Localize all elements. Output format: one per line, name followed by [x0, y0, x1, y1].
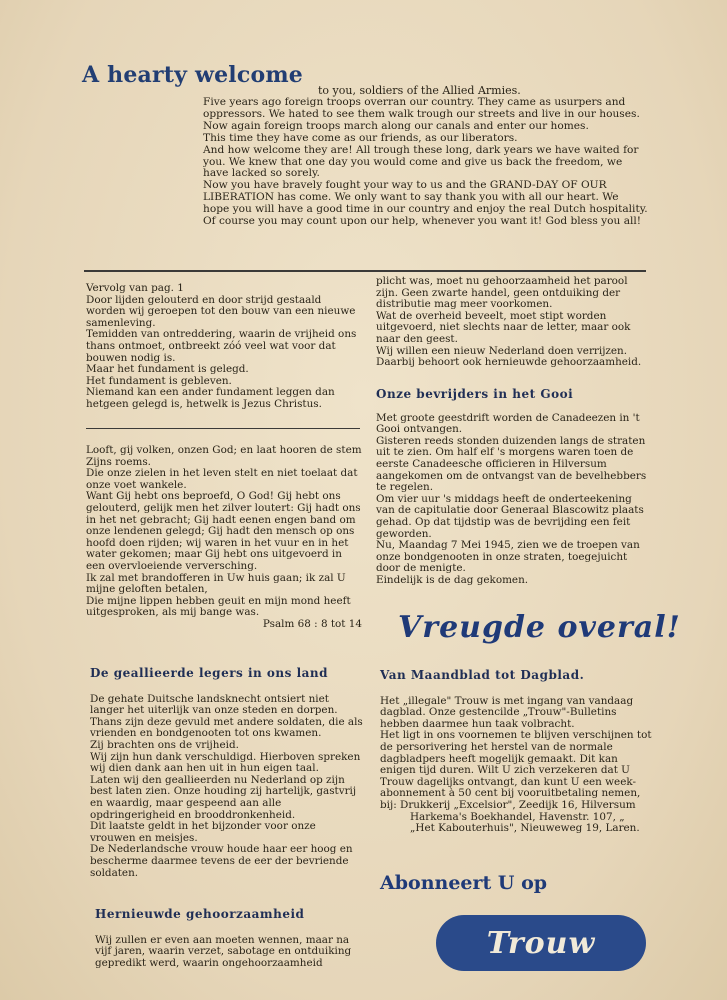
gehoorzaamheid-section: [95, 909, 365, 969]
gehoorzaamheid-title: Hernieuwde gehoorzaamheid: [95, 907, 305, 921]
right-column-top: [376, 276, 648, 369]
welcome-line: Now again foreign troops march along our canals and enter our homes.: [203, 119, 589, 132]
welcome-headline-continuation: to you, soldiers of the Allied Armies.: [318, 84, 521, 97]
left-divider: [86, 428, 360, 429]
dagblad-title: Van Maandblad tot Dagblad.: [380, 668, 585, 682]
geallieerde-line: Wij zijn hun dank verschuldigd. Hierboven spreken wij dien dank aan hen uit in hun eigen taal.: [90, 750, 361, 775]
vervolg-line: Het fundament is gebleven.: [86, 374, 232, 387]
psalm-line: Want Gij hebt ons beproefd, O God! Gij hebt ons gelouterd, gelijk men het zilver loutert: Gij hadt ons in het net gebracht; Gij hadt eenen engen band om onze lendenen gelegd; Gij hadt den mensch op ons hoofd doen rijden; wij waren in het vuur en in het water gekomen; maar Gij hebt ons uitgevoerd in een overvloeiende verversching.: [86, 490, 361, 572]
bevrijders-section: [376, 389, 648, 587]
top-divider: [84, 270, 646, 272]
welcome-line: This time they have come as our friends, as our liberators.: [203, 131, 518, 144]
welcome-line: Five years ago foreign troops overran our country. They came as usurpers and oppressors. We hated to see them walk trough our streets and live in our houses.: [203, 96, 640, 120]
geallieerde-line: Laten wij den geallieerden nu Nederland op zijn best laten zien. Onze houding zij hartelijk, gastvrij en waardig, maar gespeend aan alle opdringerigheid en brooddronkenheid.: [90, 773, 357, 821]
welcome-line: Now you have bravely fought your way to us and the GRAND-DAY OF OUR LIBERATION has come. We only want to say thank you with all our heart. We hope you will have a good time in our country and enjoy the real Dutch hospitality.: [203, 179, 648, 216]
geallieerde-title: De geallieerde legers in ons land: [90, 666, 329, 680]
bevrijders-line: Gisteren reeds stonden duizenden langs de straten uit te zien. Om half elf 's morgens waren toen de eerste Canadeesche officieren in Hilversum aangekomen om de ontvangst van de bevelhebbers te regelen.: [376, 434, 647, 494]
geallieerde-line: De gehate Duitsche landsknecht ontsiert niet langer het uiterlijk van onze steden en dorpen. Thans zijn deze gevuld met andere soldaten, die als vrienden en bondgenooten tot ons kwamen.: [90, 692, 363, 740]
bevrijders-title: Onze bevrijders in het Gooi: [376, 387, 574, 401]
trouw-logo: Trouw: [436, 915, 646, 971]
psalm-line: Ik zal met brandofferen in Uw huis gaan; ik zal U mijne geloften betalen,: [86, 571, 346, 596]
geallieerde-line: De Nederlandsche vrouw houde haar eer hoog en bescherme daarmee tevens de eer der bevriende soldaten.: [90, 843, 353, 879]
bevrijders-line: Met groote geestdrift worden de Canadeezen in 't Gooi ontvangen.: [376, 411, 640, 436]
welcome-headline: A hearty welcome: [82, 62, 304, 88]
welcome-line: And how welcome they are! All trough these long, dark years we have waited for you. We knew that one day you would come and give us back the freedom, we have lacked so sorely.: [203, 143, 639, 180]
dagblad-line: Het „illegale" Trouw is met ingang van vandaag dagblad. Onze gestencilde „Trouw"-Bulletins hebben daarmee hun taak volbracht.: [380, 694, 634, 730]
bevrijders-line: Nu, Maandag 7 Mei 1945, zien we de troepen van onze bondgenooten in onze straten, toegejuicht door de menigte.: [376, 539, 640, 575]
vreugde-overal-banner: Vreugde overal!: [398, 610, 681, 645]
psalm-line: Looft, gij volken, onzen God; en laat hooren de stem Zijns roems.: [86, 444, 362, 468]
psalm-reference: Psalm 68 : 8 tot 14: [262, 617, 362, 630]
right-top-line: Wat de overheid beveelt, moet stipt worden uitgevoerd, niet slechts naar de letter, maar ook naar den geest.: [376, 309, 631, 345]
vervolg-title: Vervolg van pag. 1: [86, 282, 184, 294]
vervolg-line: Maar het fundament is gelegd.: [86, 363, 249, 376]
geallieerde-line: Zij brachten ons de vrijheid.: [90, 738, 239, 751]
bevrijders-line: Eindelijk is de dag gekomen.: [376, 573, 529, 586]
welcome-line: Of course you may count upon our help, whenever you want it! God bless you all!: [203, 215, 642, 228]
vervolg-line: Temidden van ontreddering, waarin de vrijheid ons thans ontmoet, ontbreekt zóó veel wat voor dat bouwen nodig is.: [86, 328, 357, 364]
dagblad-address: Harkema's Boekhandel, Havenstr. 107, „: [410, 810, 625, 823]
welcome-text: [203, 97, 648, 228]
right-top-line: Wij willen een nieuw Nederland doen verrijzen. Daarbij behoort ook hernieuwde gehoorzaamheid.: [376, 344, 642, 369]
subscribe-heading: Abonneert U op: [380, 872, 548, 894]
gehoorzaamheid-line: Wij zullen er even aan moeten wennen, maar na vijf jaren, waarin verzet, sabotage en ontduiking gepredikt werd, waarin ongehoorzaamheid: [95, 933, 352, 969]
psalm-line: Die mijne lippen hebben geuit en mijn mond heeft uitgesproken, als mij bange was.: [86, 594, 351, 619]
geallieerde-line: Dit laatste geldt in het bijzonder voor onze vrouwen en meisjes.: [90, 820, 316, 844]
dagblad-line: Het ligt in ons voornemen te blijven verschijnen tot de persorivering het herstel van de normale dagbladpers heeft mogelijk gemaakt. Dit kan enigen tijd duren. Wilt U zich verzekeren dat U Trouw dagelijks ontvangt, dan kunt U een week-abonnement à 50 cent bij vooruitbetaling nemen, bij: Drukkerij „Excelsior", Zeedijk 16, Hilversum: [380, 729, 652, 811]
vervolg-line: Niemand kan een ander fundament leggen dan hetgeen gelegd is, hetwelk is Jezus Christus.: [86, 386, 335, 410]
psalm-block: [86, 445, 362, 631]
bevrijders-line: Om vier uur 's middags heeft de onderteekening van de capitulatie door Generaal Blascowitz plaats gehad. Op dat tijdstip was de bevrijding een feit geworden.: [376, 492, 644, 540]
dagblad-address: „Het Kabouterhuis", Nieuweweg 19, Laren.: [410, 822, 640, 835]
left-column-top: [86, 283, 360, 411]
dagblad-section: [380, 670, 652, 835]
right-top-line: plicht was, moet nu gehoorzaamheid het parool zijn. Geen zwarte handel, geen ontduiking der distributie mag meer voorkomen.: [376, 275, 628, 311]
psalm-line: Die onze zielen in het leven stelt en niet toelaat dat onze voet wankele.: [86, 467, 358, 491]
vervolg-line: Door lijden gelouterd en door strijd gestaald worden wij geroepen tot den bouw van een nieuwe samenleving.: [86, 293, 356, 329]
geallieerde-section: [90, 668, 364, 879]
